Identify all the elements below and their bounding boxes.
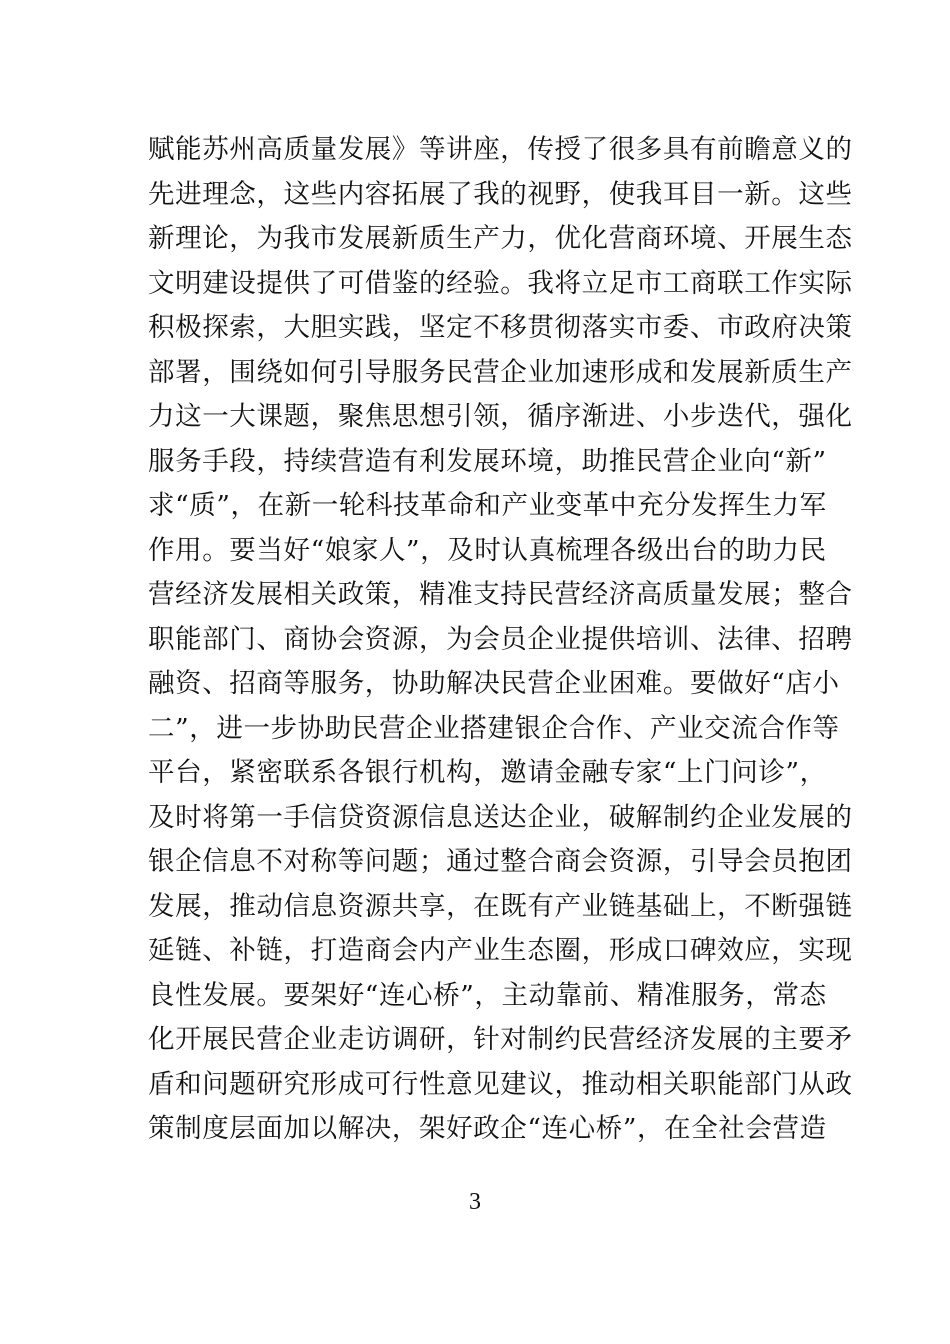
text-line: 力这一大课题，聚焦思想引领，循序渐进、小步迭代，强化 (148, 401, 853, 432)
text-line: 化开展民营企业走访调研，针对制约民营经济发展的主要矛 (148, 1024, 853, 1055)
text-line: 积极探索，大胆实践，坚定不移贯彻落实市委、市政府决策 (148, 312, 853, 343)
text-line: 求“质”，在新一轮科技革命和产业变革中充分发挥生力军 (148, 490, 827, 521)
text-line: 策制度层面加以解决，架好政企“连心桥”，在全社会营造 (148, 1113, 827, 1144)
text-line: 新理论，为我市发展新质生产力，优化营商环境、开展生态 (148, 223, 853, 254)
text-line: 部署，围绕如何引导服务民营企业加速形成和发展新质生产 (148, 356, 853, 388)
text-line: 及时将第一手信贷资源信息送达企业，破解制约企业发展的 (148, 801, 853, 833)
text-line: 延链、补链，打造商会内产业生态圈，形成口碑效应，实现 (148, 935, 853, 966)
text-line: 二”，进一步协助民营企业搭建银企合作、产业交流合作等 (148, 712, 840, 744)
text-line: 作用。要当好“娘家人”，及时认真梳理各级出台的助力民 (148, 534, 827, 566)
text-line: 良性发展。要架好“连心桥”，主动靠前、精准服务，常态 (148, 979, 827, 1011)
text-line: 赋能苏州高质量发展》等讲座，传授了很多具有前瞻意义的 (148, 134, 853, 165)
text-line: 发展，推动信息资源共享，在既有产业链基础上，不断强链 (148, 890, 853, 922)
body-text (148, 128, 853, 1152)
text-line: 先进理念，这些内容拓展了我的视野，使我耳目一新。这些 (148, 178, 853, 210)
text-line: 营经济发展相关政策，精准支持民营经济高质量发展；整合 (148, 579, 853, 610)
text-line: 银企信息不对称等问题；通过整合商会资源，引导会员抱团 (148, 846, 853, 877)
page-number: 3 (469, 1189, 481, 1215)
text-line: 融资、招商等服务，协助解决民营企业困难。要做好“店小 (148, 668, 840, 699)
text-line: 文明建设提供了可借鉴的经验。我将立足市工商联工作实际 (148, 267, 853, 299)
text-line: 服务手段，持续营造有利发展环境，助推民营企业向“新” (148, 445, 827, 477)
text-line: 平台，紧密联系各银行机构，邀请金融专家“上门问诊”， (148, 757, 827, 788)
text-line: 职能部门、商协会资源，为会员企业提供培训、法律、招聘 (148, 623, 853, 655)
text-line: 盾和问题研究形成可行性意见建议，推动相关职能部门从政 (148, 1068, 853, 1100)
